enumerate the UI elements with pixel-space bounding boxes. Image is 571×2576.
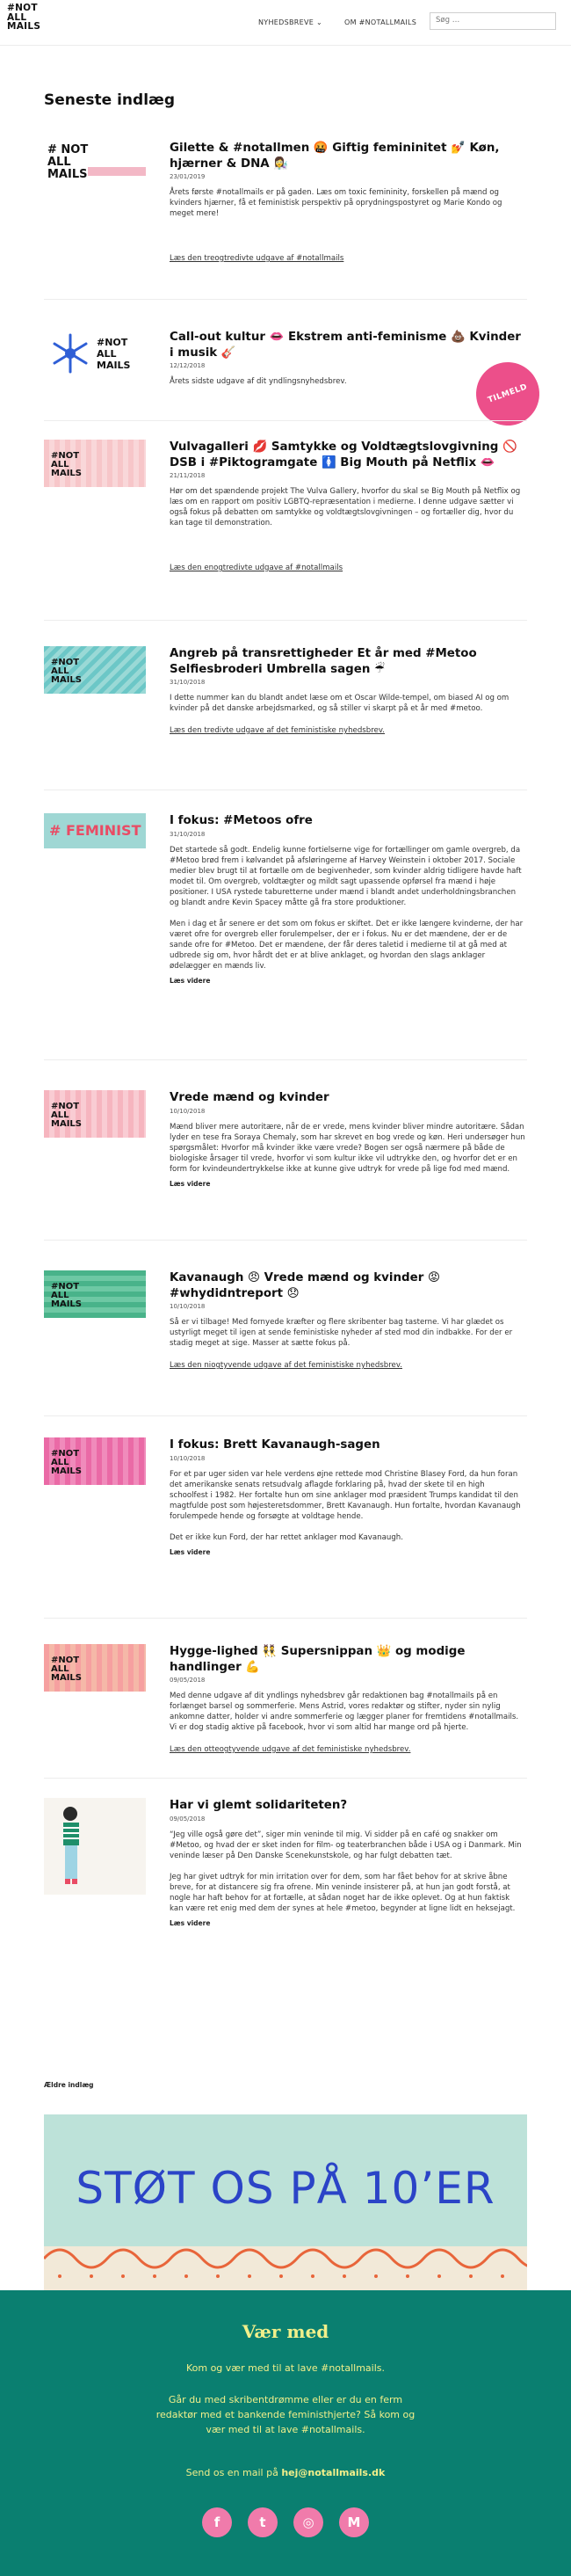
footer-contact	[154, 2465, 417, 2480]
read-more-link[interactable]: Læs videre	[170, 976, 211, 985]
divider	[44, 1618, 527, 1619]
thumb-logo-l1: #NOT	[51, 1282, 80, 1292]
post-thumbnail[interactable]	[44, 1798, 146, 1895]
post-title[interactable]: Kavanaugh 😠 Vrede mænd og kvinder 😡 #whydidntreport 😞	[170, 1271, 440, 1300]
nav-about[interactable]: OM #NOTALLMAILS	[344, 18, 417, 26]
subscribe-button[interactable]: TILMELD	[467, 353, 548, 434]
older-posts-link[interactable]: Ældre indlæg	[44, 2081, 94, 2089]
notallmails-logo-icon	[44, 141, 146, 188]
post-read-link[interactable]: Læs den treogtredivte udgave af #notallmails	[170, 254, 344, 263]
post-thumbnail[interactable]	[44, 330, 146, 377]
post-read-link[interactable]: Læs den tredivte udgave af det feministiske nyhedsbrev.	[170, 726, 386, 735]
divider	[44, 620, 527, 621]
post-date: 09/05/2018	[170, 1677, 206, 1684]
read-more-link[interactable]: Læs videre	[170, 1179, 211, 1188]
wave-decoration-icon	[44, 2246, 527, 2290]
post-excerpt: Hør om det spændende projekt The Vulva Gallery, hvorfor du skal se Big Mouth på Netflix og læs om en rapport om positiv LGBTQ-repræsentation i medierne. I denne udgave sætter vi også fokus på debatten om samtykke og voldtægtslovgivningen – og fortæller dig, hvor du kan tage til demonstration.	[170, 487, 521, 528]
post-thumbnail[interactable]	[44, 646, 146, 694]
post-date: 10/10/2018	[170, 1107, 206, 1115]
post-thumbnail[interactable]	[44, 1644, 146, 1692]
post-thumbnail[interactable]	[44, 1437, 146, 1485]
post-excerpt	[170, 1469, 525, 1543]
woman-illustration-icon	[44, 1798, 146, 1895]
footer-text-1: Kom og vær med til at lave #notallmails.	[185, 2362, 386, 2374]
thumb-logo-l3: MAILS	[51, 675, 82, 685]
thumb-logo-l1: #NOT	[51, 1449, 80, 1459]
logo-line-1: #NOT	[7, 3, 38, 13]
divider	[44, 1059, 527, 1060]
footer-contact-prefix: Send os en mail på	[185, 2467, 282, 2478]
post-title[interactable]: I fokus: Brett Kavanaugh-sagen	[170, 1438, 380, 1452]
post-title[interactable]: I fokus: #Metoos ofre	[170, 814, 313, 827]
support-banner[interactable]	[44, 2114, 527, 2290]
post-excerpt: Årets første #notallmails er på gaden. Læs om toxic femininity, forskellen på mænd og kvinders hjærner, få et feministisk perspektiv på oprydningspostyret og Marie Kondo og meget mere!	[170, 188, 502, 218]
post-excerpt: I dette nummer kan du blandt andet læse om et Oscar Wilde-tempel, om biased AI og om kvinder på det danske arbejdsmarked, og så stiller vi skarpt på et år med #metoo.	[170, 694, 510, 713]
post-title[interactable]: Vulvagalleri 💋 Samtykke og Voldtægtslovgivning 🚫 DSB i #Piktogramgate 🚺 Big Mouth på Netflix 👄	[170, 440, 517, 469]
divider	[44, 1415, 527, 1416]
post-date: 23/01/2019	[170, 173, 206, 180]
post-date: 10/10/2018	[170, 1454, 206, 1462]
divider	[44, 1778, 527, 1779]
post-paragraph: For et par uger siden var hele verdens øjne rettede mod Christine Blasey Ford, da hun foran det amerikanske senats retsudvalg aflagde forklaring på, hvad der skete til en high schoolfest i 1982. Her fortalte hun om sine anklager mod præsident Trumps kandidat til den magtfulde post som højesteretsdommer, Brett Kavanaugh. Hun fortalte, hvordan Kavanaugh forulempede hende og forsøgte at voldtage hende.	[170, 1469, 521, 1521]
post-excerpt: Årets sidste udgave af dit yndlingsnyhedsbrev.	[170, 377, 347, 386]
post-date: 21/11/2018	[170, 472, 206, 479]
thumb-logo	[51, 1102, 82, 1129]
post-date: 31/10/2018	[170, 830, 206, 838]
thumb-logo-l2: ALL	[51, 1458, 69, 1467]
post-excerpt: Med denne udgave af dit yndlings nyhedsbrev går redaktionen bag #notallmails på en forlænget barsel og sommerferie. Mens Astrid, vores redaktør og stifter, nyder sin nylig ankomne datter, holder vi andre sommerferie og lægger planer for fremtidens #notallmails. Vi er dog stadig aktive på facebook, hvor vi som altid har mange ord på hjerte.	[170, 1692, 519, 1732]
post-title[interactable]: Gilette & #notallmen 🤬 Giftig femininitet 💅 Køn, hjærner & DNA 👩‍🔬	[170, 142, 500, 171]
post-paragraph: Det er ikke kun Ford, der har rettet anklager mod Kavanaugh.	[170, 1532, 403, 1542]
footer	[0, 2290, 571, 2576]
thumb-logo-l1: #NOT	[51, 1655, 80, 1665]
post-paragraph: Jeg har givet udtryk for min irritation over for dem, som har fået behov for at skrive åbne breve, for at distancere sig fra ofrene. Min veninde insisterer på, at hun jan godt forstå, at nogle har haft behov for at fortælle, at sådan noget har de ikke oplevet. Og at hun faktisk kan være ret enig med dem der synes at hele #metoo, begynder at ligne lidt en heksejagt.	[170, 1872, 516, 1913]
thumb-logo	[51, 659, 82, 685]
post-excerpt: Mænd bliver mere autoritære, når de er vrede, mens kvinder bliver mindre autoritære. Sådan lyder en tese fra Soraya Chemaly, som har skrevet en bog vrede og køn. Heri undersøger hun spørgsmålet: Hvorfor må kvinder ikke være vrede? Bogen ser også nærmere på både de biologiske årsager til vrede, hvorfor vi som kultur ikke vil udtrykke den, og hvorfor det er en form for kvindeundertrykkelse ikke at kunne give udtryk for vrede på lige fod med mænd.	[170, 1122, 525, 1174]
svg-text:#NOT: #NOT	[97, 337, 128, 348]
post-title[interactable]: Har vi glemt solidariteten?	[170, 1799, 348, 1812]
divider	[44, 1240, 527, 1241]
facebook-icon[interactable]: f	[202, 2507, 232, 2537]
post-paragraph: Det startede så godt. Endelig kunne fortielserne vige for fortællinger om gamle overgreb, da #Metoo brød frem i kølvandet på afsløringerne af Harvey Weinstein i oktober 2017. Sociale medier blev brugt til at fortælle om de begivenheder, som kvinder aldrig tidligere havde haft modet til. Om overgreb, voldtægter og mildt sagt upassende opførsel fra mænd i høje positioner. I USA rystede taburetterne under mænd i blandt andet underholdningsbranchen og blandt andre Kevin Spacey måtte gå fra store produktioner.	[170, 845, 522, 907]
feminist-label: # FEMINIST	[49, 822, 141, 839]
top-bar	[0, 0, 571, 46]
post-thumbnail[interactable]	[44, 141, 146, 188]
logo-line-2: ALL	[7, 11, 27, 23]
twitter-icon[interactable]: t	[248, 2507, 278, 2537]
post-read-link[interactable]: Læs den otteogtyvende udgave af det feministiske nyhedsbrev.	[170, 1745, 411, 1754]
search-input[interactable]: Søg …	[430, 12, 556, 30]
post-paragraph: Men i dag et år senere er det som om fokus er skiftet. Det er ikke længere kvinderne, der har været ofre for overgreb eller forulempelser, der er i fokus. Nu er det mændene, der er de sande ofre for #Metoo. Det er mændene, der får deres taletid i medierne til at gå med at udbrede sig om, hvor hårdt det er at blive anklaget, og hvordan den slags anklager ødelægger en mænds liv.	[170, 919, 524, 971]
post-read-link[interactable]: Læs den niogtyvende udgave af det feministiske nyhedsbrev.	[170, 1361, 402, 1370]
post-date: 09/05/2018	[170, 1815, 206, 1823]
divider	[44, 299, 527, 300]
post-title[interactable]: Vrede mænd og kvinder	[170, 1091, 329, 1104]
footer-email-link[interactable]: hej@notallmails.dk	[281, 2467, 386, 2478]
svg-text:# NOT: # NOT	[47, 143, 89, 156]
thumb-logo	[51, 1283, 82, 1309]
svg-text:MAILS: MAILS	[97, 360, 131, 371]
post-paragraph: “Jeg ville også gøre det”, siger min veninde til mig. Vi sidder på en café og snakker om #Metoo, og hvad der er sket inden for film- og teaterbranchen både i USA og i Danmark. Min veninde læser på Den Danske Scenekunstskole, og har fulgt debatten tæt.	[170, 1830, 522, 1860]
site-logo[interactable]	[7, 4, 40, 32]
snowflake-icon	[44, 330, 146, 377]
post-title[interactable]: Angreb på transrettigheder Et år med #Metoo Selfiesbroderi Umbrella sagen ☔	[170, 647, 477, 676]
svg-text:MAILS: MAILS	[47, 168, 88, 181]
post-excerpt: Så er vi tilbage! Med fornyede kræfter og flere skribenter bag tasterne. Vi har glædet os ustyrligt meget til igen at sende feministiske nyheder af sted mod din indbakke. For der er stadig meget at sige. Masser at sætte fokus på.	[170, 1318, 513, 1348]
thumb-logo	[51, 1656, 82, 1683]
post-date: 10/10/2018	[170, 1303, 206, 1310]
thumb-logo-l2: ALL	[51, 1110, 69, 1120]
post-date: 12/12/2018	[170, 362, 206, 369]
thumb-logo-l3: MAILS	[51, 1299, 82, 1309]
thumb-logo-l1: #NOT	[51, 451, 80, 461]
thumb-logo-l1: #NOT	[51, 658, 80, 667]
post-excerpt	[170, 1830, 525, 1914]
thumb-logo-l2: ALL	[51, 666, 69, 676]
footer-text-2: Går du med skribentdrømme eller er du en ferm redaktør med et bankende feministhjerte? Så kom og vær med til at lave #notallmails.	[155, 2394, 416, 2435]
post-thumbnail[interactable]	[44, 1270, 146, 1318]
post-read-link[interactable]: Læs den enogtredivte udgave af #notallmails	[170, 564, 343, 572]
banner-text: STØT OS PÅ 10’ER	[76, 2163, 495, 2214]
logo-line-3: MAILS	[7, 21, 41, 32]
thumb-logo	[51, 1450, 82, 1476]
divider	[44, 420, 527, 421]
post-date: 31/10/2018	[170, 679, 206, 686]
post-title[interactable]: Call-out kultur 👄 Ekstrem anti-feminisme 💩 Kvinder i musik 🎸	[170, 331, 521, 360]
post-thumbnail[interactable]	[44, 1090, 146, 1138]
thumb-logo	[51, 452, 82, 478]
post-title[interactable]: Hygge-lighed 👯 Supersnippan 👑 og modige handlinger 💪	[170, 1645, 466, 1674]
thumb-logo-l3: MAILS	[51, 469, 82, 478]
svg-text:ALL: ALL	[97, 348, 117, 360]
svg-text:ALL: ALL	[47, 156, 71, 169]
thumb-logo-l3: MAILS	[51, 1466, 82, 1476]
thumb-logo-l3: MAILS	[51, 1673, 82, 1683]
medium-icon[interactable]: M	[339, 2507, 369, 2537]
thumb-logo-l2: ALL	[51, 1664, 69, 1674]
read-more-link[interactable]: Læs videre	[170, 1918, 211, 1927]
post-thumbnail[interactable]	[44, 440, 146, 487]
nav-newsletters[interactable]: NYHEDSBREVE ⌄	[258, 18, 322, 26]
page-title: Seneste indlæg	[44, 91, 176, 109]
thumb-logo-l2: ALL	[51, 460, 69, 469]
post-excerpt	[170, 845, 525, 971]
thumb-logo-l2: ALL	[51, 1291, 69, 1300]
read-more-link[interactable]: Læs videre	[170, 1547, 211, 1556]
instagram-icon[interactable]: ◎	[293, 2507, 323, 2537]
post-thumbnail[interactable]	[44, 813, 146, 848]
footer-title: Vær med	[242, 2321, 329, 2342]
thumb-logo-l1: #NOT	[51, 1102, 80, 1111]
thumb-logo-l3: MAILS	[51, 1119, 82, 1129]
banner-wave	[44, 2246, 527, 2290]
